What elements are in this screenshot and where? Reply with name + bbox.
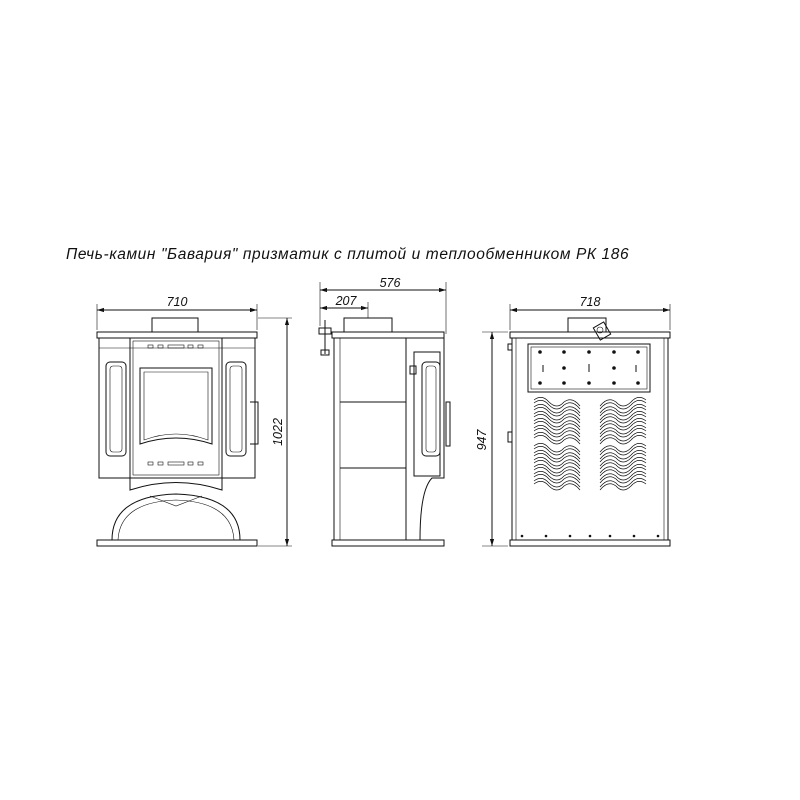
rear-access-panel: [528, 344, 650, 392]
dim-front-height: 1022: [271, 418, 285, 446]
dim-side-offset: 207: [335, 294, 357, 308]
dim-rear-width: 718: [579, 295, 601, 309]
rear-vent-slots: [534, 397, 646, 490]
front-view: [97, 295, 292, 546]
side-view: [319, 276, 450, 546]
rear-view: [475, 295, 670, 546]
dim-front-width: 710: [166, 295, 188, 309]
front-top-vents: [148, 345, 203, 348]
rear-bottom-rivets: [521, 535, 660, 538]
drawing-title: Печь-камин "Бавария" призматик с плитой и теплообменником РК 186: [66, 246, 630, 263]
dim-side-depth: 576: [379, 276, 401, 290]
dim-rear-height: 947: [475, 429, 489, 451]
front-bottom-vents: [148, 462, 203, 465]
